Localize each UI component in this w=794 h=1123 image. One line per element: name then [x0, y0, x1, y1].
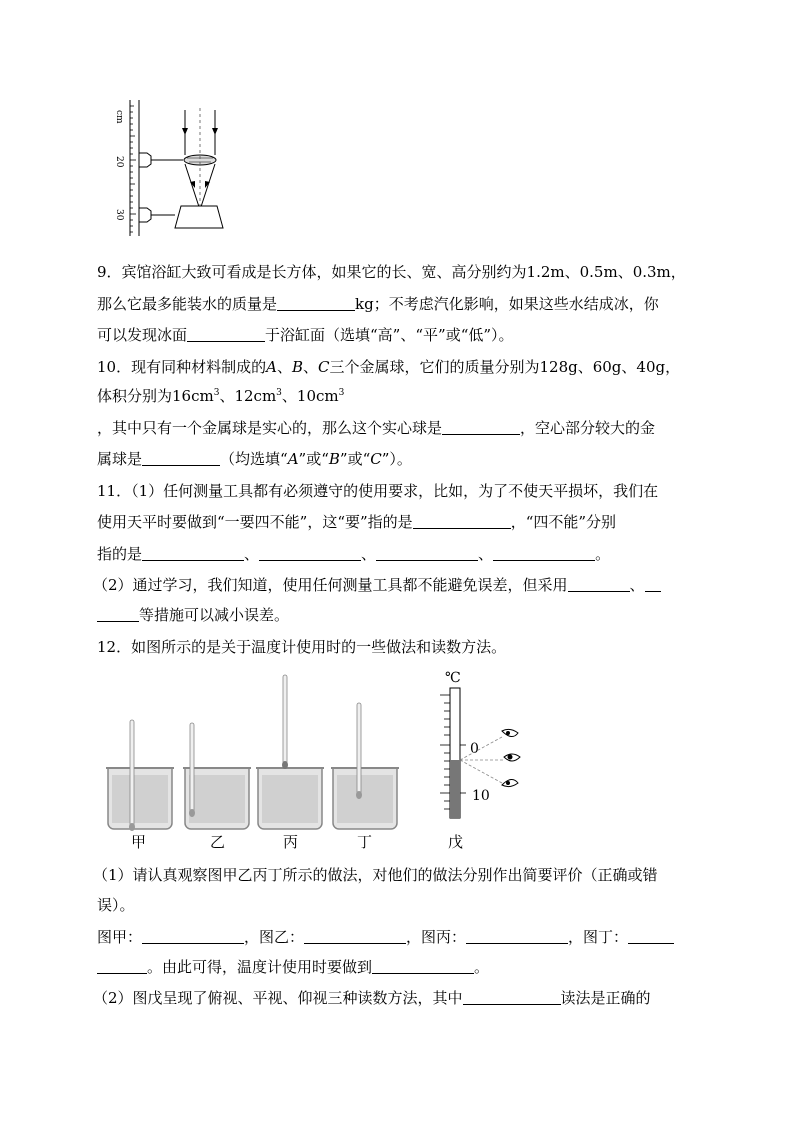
- q10-blank-solid[interactable]: [442, 419, 520, 435]
- q11-line3: 指的是 、 、 、 。: [97, 545, 611, 563]
- q12-blank-bing[interactable]: [466, 928, 568, 944]
- q10-line3: ，其中只有一个金属球是实心的，那么这个实心球是 ，空心部分较大的金: [97, 419, 656, 437]
- q10-line4: 属球是 （均选填“A”或“B”或“C”）。: [97, 450, 412, 468]
- lens-bench-figure: [105, 98, 240, 238]
- celsius-unit-label: ℃: [445, 670, 461, 686]
- q10-blank-hollow[interactable]: [142, 450, 220, 466]
- q12-p1-line1: （1）请认真观察图甲乙丙丁所示的做法，对他们的做法分别作出简要评价（正确或错: [93, 866, 658, 884]
- q9-blank-ice[interactable]: [187, 326, 265, 342]
- q11-line4: （2）通过学习，我们知道，使用任何测量工具都不能避免误差，但采用 、: [93, 575, 661, 595]
- q9-line3: 可以发现冰面 于浴缸面（选填“高”、“平”或“低”）。: [97, 326, 514, 344]
- scale-ten-label: 10: [472, 788, 490, 804]
- q12-blank-correct-reading[interactable]: [463, 989, 561, 1005]
- beaker-bing: [256, 675, 324, 829]
- thermometer-figure: [100, 665, 550, 855]
- ruler-unit-label: cm: [114, 110, 124, 124]
- q11-blank-method-2a[interactable]: [645, 576, 661, 592]
- label-yi: 乙: [210, 833, 226, 851]
- beaker-jia: [106, 720, 174, 831]
- q11-blank-cannot-3[interactable]: [376, 545, 478, 561]
- q12-line5: 。由此可得，温度计使用时要做到 。: [97, 957, 489, 977]
- q10-line1: 10．现有同种材料制成的A、B、C三个金属球，它们的质量分别为128g、60g、40g，: [97, 358, 681, 376]
- eye-bottom-icon: [502, 779, 518, 786]
- q11-blank-must[interactable]: [413, 513, 511, 529]
- q11-blank-cannot-1[interactable]: [142, 545, 244, 561]
- screen-trapezoid-icon: [175, 206, 223, 228]
- q11-blank-cannot-2[interactable]: [259, 545, 361, 561]
- q11-line2: 使用天平时要做到“一要四不能”，这“要”指的是 ，“四不能”分别: [97, 513, 617, 531]
- q11-line5: 等措施可以减小误差。: [97, 605, 289, 625]
- q12-p1-line2: 误）。: [97, 896, 135, 914]
- q12-blank-rule[interactable]: [372, 958, 474, 974]
- label-jia: 甲: [131, 833, 147, 851]
- beaker-yi: [183, 723, 251, 829]
- ruler-tick-20: 20: [114, 156, 124, 168]
- q11-line1: 11．（1）任何测量工具都有必须遵守的使用要求，比如，为了不使天平损坏，我们在: [97, 482, 659, 500]
- label-bing: 丙: [283, 833, 299, 851]
- q12-line1: 12．如图所示的是关于温度计使用时的一些做法和读数方法。: [97, 638, 507, 656]
- q12-line4: 图甲： ，图乙： ，图丙： ，图丁：: [97, 927, 674, 947]
- eye-top-icon: [502, 729, 518, 736]
- q9-line2: 那么它最多能装水的质量是 kg；不考虑汽化影响，如果这些水结成冰，你: [97, 295, 659, 313]
- scale-zero-label: 0: [470, 741, 479, 757]
- q10-line2: 体积分别为$16cm^3$、$12cm^3$、$10cm^3$: [97, 387, 345, 405]
- q9-blank-mass[interactable]: [277, 295, 355, 311]
- beaker-ding: [331, 703, 399, 829]
- q11-blank-method-1[interactable]: [568, 576, 630, 592]
- q11-blank-cannot-4[interactable]: [493, 545, 595, 561]
- q12-p2-line: （2）图戊呈现了俯视、平视、仰视三种读数方法，其中 读法是正确的: [93, 989, 651, 1007]
- q12-blank-ding-b[interactable]: [97, 958, 147, 974]
- label-wu: 戊: [448, 833, 464, 851]
- thermometer-wu: [440, 670, 520, 818]
- label-ding: 丁: [357, 833, 373, 851]
- eye-level-icon: [504, 754, 520, 761]
- q12-blank-ding-a[interactable]: [628, 928, 674, 944]
- ruler-tick-30: 30: [114, 209, 124, 221]
- q9-line1: 9．宾馆浴缸大致可看成是长方体，如果它的长、宽、高分别约为1.2m、0.5m、0.3m，: [97, 263, 686, 281]
- q12-blank-yi[interactable]: [304, 928, 406, 944]
- q12-blank-jia[interactable]: [142, 928, 244, 944]
- q11-blank-method-2b[interactable]: [97, 606, 139, 622]
